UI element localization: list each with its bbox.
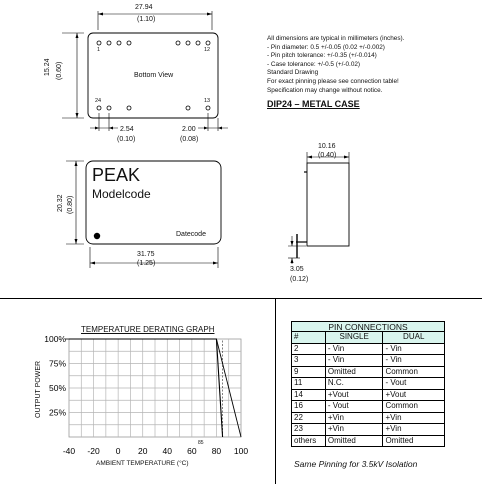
table-cell: - Vin bbox=[325, 355, 383, 367]
table-row bbox=[292, 424, 445, 436]
table-cell: 14 bbox=[292, 389, 326, 401]
pin-table-footnote: Same Pinning for 3.5kV Isolation bbox=[294, 459, 418, 469]
dim-case-w-mm: 31.75 bbox=[137, 251, 155, 258]
table-cell: N.C. bbox=[325, 378, 383, 390]
x-tick-label: 100 bbox=[233, 446, 249, 456]
table-cell: - Vout bbox=[383, 378, 445, 390]
y-tick-label: 100% bbox=[44, 334, 66, 344]
table-cell: - Vin bbox=[325, 343, 383, 355]
dim-case-h-in: (0.80) bbox=[67, 195, 74, 214]
x-tick-label: 60 bbox=[187, 446, 197, 456]
dim-pinlen-mm: 3.05 bbox=[290, 266, 304, 273]
note-line: - Pin pitch tolerance: +/-0.35 (+/-0.014) bbox=[267, 52, 377, 60]
table-cell: 22 bbox=[292, 412, 326, 424]
table-cell: +Vin bbox=[325, 424, 383, 436]
pin-label-13: 13 bbox=[204, 98, 211, 104]
package-title: DIP24 – METAL CASE bbox=[267, 99, 360, 109]
table-row bbox=[292, 378, 445, 390]
table-header-row bbox=[292, 332, 445, 344]
dim-width-mm: 27.94 bbox=[135, 4, 153, 11]
table-cell: Common bbox=[383, 401, 445, 413]
x-tick-label: 0 bbox=[115, 446, 121, 456]
dim-case-w-in: (1.25) bbox=[137, 260, 156, 267]
table-cell: 3 bbox=[292, 355, 326, 367]
y-axis-label: OUTPUT POWER bbox=[35, 360, 42, 418]
note-line: - Pin diameter: 0.5 +/-0.05 (0.02 +/-0.002) bbox=[267, 43, 385, 51]
table-row bbox=[292, 389, 445, 401]
table-cell: others bbox=[292, 435, 326, 447]
pin-label-24: 24 bbox=[95, 98, 102, 104]
note-line: - Case tolerance: +/-0.5 (+/-0.02) bbox=[267, 60, 361, 68]
notes-block bbox=[267, 35, 404, 95]
pin-label-12: 12 bbox=[204, 47, 211, 53]
x-tick-label: 80 bbox=[211, 446, 222, 456]
note-line: Specification may change without notice. bbox=[267, 86, 383, 94]
pin-connections-table bbox=[291, 331, 445, 447]
table-cell: 9 bbox=[292, 366, 326, 378]
dim-height-in: (0.60) bbox=[56, 61, 63, 80]
dim-depth-mm: 10.16 bbox=[318, 143, 336, 150]
table-cell: 23 bbox=[292, 424, 326, 436]
dim-width-in: (1.10) bbox=[137, 16, 156, 23]
table-cell: +Vin bbox=[325, 412, 383, 424]
table-cell: - Vin bbox=[383, 343, 445, 355]
table-row bbox=[292, 366, 445, 378]
dim-height-mm: 15.24 bbox=[44, 58, 51, 76]
column-header: DUAL bbox=[383, 332, 445, 344]
model-label: Modelcode bbox=[92, 187, 151, 201]
x-tick-label: -20 bbox=[87, 446, 100, 456]
note-line: All dimensions are typical in millimeters (inches). bbox=[267, 35, 405, 42]
x-tick-label: 40 bbox=[162, 446, 173, 456]
table-cell: Omitted bbox=[383, 435, 445, 447]
dim-pinlen-in: (0.12) bbox=[290, 276, 309, 283]
table-cell: +Vin bbox=[383, 412, 445, 424]
y-tick-label: 75% bbox=[48, 358, 66, 369]
table-row bbox=[292, 343, 445, 355]
table-cell: Omitted bbox=[325, 366, 383, 378]
table-cell: 16 bbox=[292, 401, 326, 413]
dim-pitch-in: (0.10) bbox=[117, 136, 136, 143]
x-tick-label: -40 bbox=[62, 446, 76, 456]
mark-85-label: 85 bbox=[198, 440, 204, 446]
pin-table-title: PIN CONNECTIONS bbox=[291, 321, 445, 332]
table-cell: +Vin bbox=[383, 424, 445, 436]
dim-case-h-mm: 20.32 bbox=[57, 194, 64, 212]
table-cell: - Vout bbox=[325, 401, 383, 413]
bottom-view-label: Bottom View bbox=[134, 72, 174, 79]
note-line: For exact pinning please see connection table! bbox=[267, 77, 399, 85]
x-tick-label: 20 bbox=[137, 446, 148, 456]
column-header: SINGLE bbox=[325, 332, 383, 344]
chart-title: TEMPERATURE DERATING GRAPH bbox=[81, 325, 215, 334]
dim-edge-in: (0.08) bbox=[180, 136, 199, 143]
pin-label-1: 1 bbox=[97, 47, 101, 53]
table-cell: +Vout bbox=[325, 389, 383, 401]
x-axis-label: AMBIENT TEMPERATURE (°C) bbox=[96, 460, 189, 467]
table-cell: 11 bbox=[292, 378, 326, 390]
dim-depth-in: (0.40) bbox=[318, 152, 337, 159]
table-cell: Omitted bbox=[325, 435, 383, 447]
brand-label: PEAK bbox=[92, 165, 141, 185]
table-row bbox=[292, 401, 445, 413]
dim-pitch-mm: 2.54 bbox=[120, 126, 134, 133]
vertical-divider bbox=[275, 298, 276, 484]
table-row bbox=[292, 435, 445, 447]
dim-edge-mm: 2.00 bbox=[182, 126, 196, 133]
date-label: Datecode bbox=[176, 231, 206, 238]
table-cell: - Vin bbox=[383, 355, 445, 367]
table-cell: +Vout bbox=[383, 389, 445, 401]
column-header: # bbox=[292, 332, 326, 344]
note-line: Standard Drawing bbox=[267, 69, 319, 77]
y-tick-label: 25% bbox=[48, 407, 66, 418]
table-row bbox=[292, 412, 445, 424]
table-row bbox=[292, 355, 445, 367]
table-cell: Common bbox=[383, 366, 445, 378]
table-cell: 2 bbox=[292, 343, 326, 355]
y-tick-label: 50% bbox=[48, 383, 66, 393]
